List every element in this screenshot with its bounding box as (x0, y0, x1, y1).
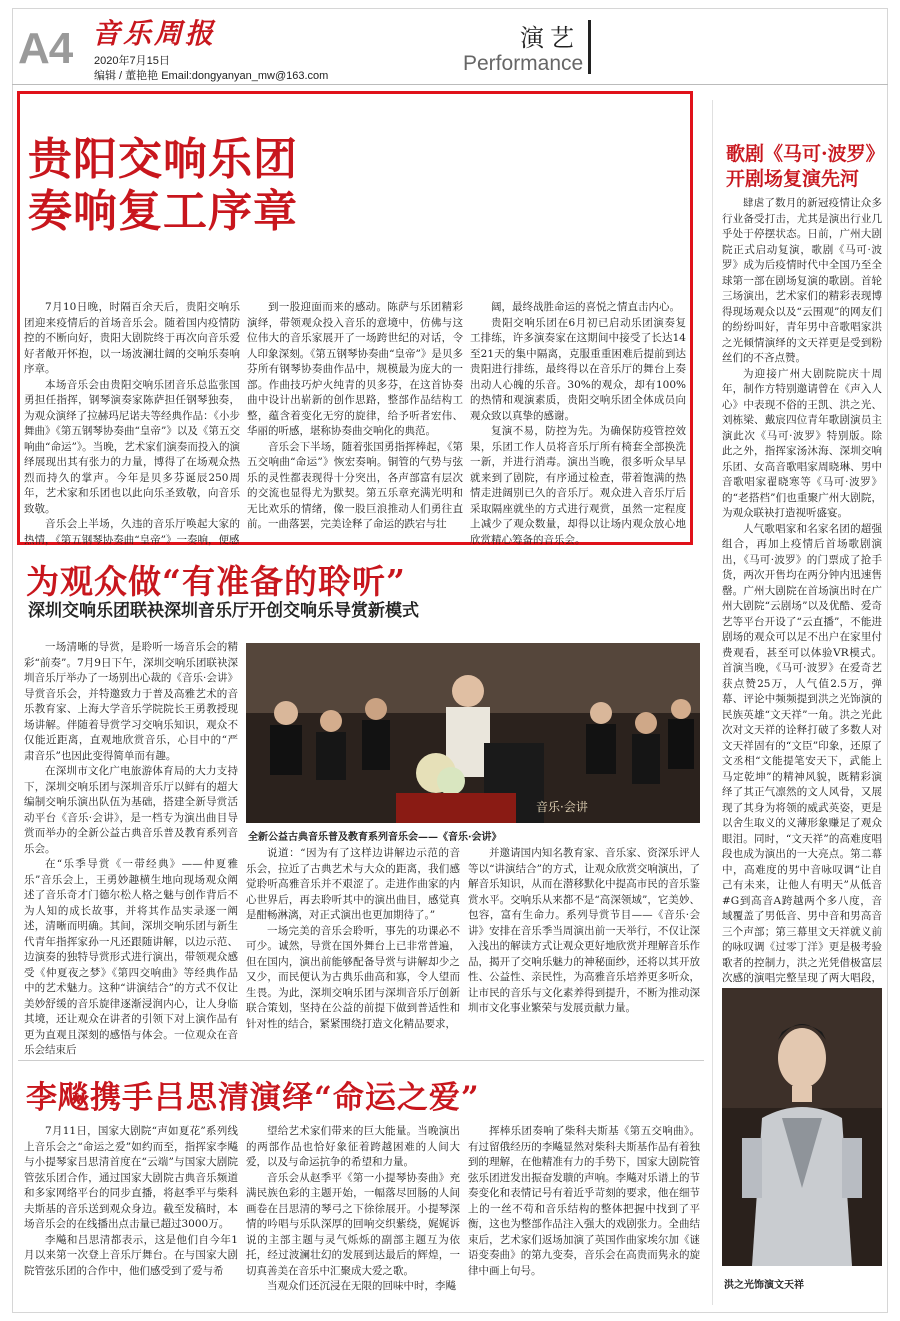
paragraph: 在深圳市文化广电旅游体育局的大力支持下，深圳交响乐团与深圳音乐厅以鲜有的超大编制交响乐演出队伍为基础，搭建全新导赏活动平台《音乐·会讲》，是一档专为演出曲目导赏而举办的全新公益古典音乐普及教育系列音乐会。 (24, 765, 238, 855)
paragraph: 复演不易，防控为先。为确保防疫管控效果，乐团工作人员将音乐厅所有椅套全部换洗一新，并进行消毒。演出当晚，很多听众早早就来到了剧院，有序通过检查，带着饱满的热情走进阔别已久的音乐厅。观众进入音乐厅后采取隔座就坐的方式进行观赏，虽然一定程度上减少了观众数量，却得以让场内观众放心地欣赏精心筹备的音乐会。 (470, 425, 686, 546)
issue-date: 2020年7月15日 (94, 55, 170, 67)
masthead-rule (12, 84, 888, 85)
paragraph: 并邀请国内知名教育家、音乐家、资深乐评人等以“讲演结合”的方式，让观众欣赏交响演出，了解音乐知识，从而在潜移默化中提高市民的音乐鉴赏水平。交响乐从来都不是“高深领域”，它美妙、包容，富有生命力。系列导赏节目——《音乐·会讲》安排在音乐季当周演出前一天举行，不仅让深入浅出的解读方式让观众更好地欣赏并理解音乐作品，揭开了交响乐魅力的神秘面纱，还将以其开放性、公益性、亲民性，为高雅音乐培养更多听众，让市民的音乐与文化素养得到提升，不断为推动深圳市文化事业繁荣与发展贡献力量。 (468, 847, 700, 1014)
paragraph: 挥棒乐团奏响了柴科夫斯基《第五交响曲》。有过留俄经历的李飚显然对柴科夫斯基作品有着独到的理解，在他精准有力的手势下，国家大剧院管弦乐团迸发出振奋发聩的声响。李飚对乐谱上的节奏变化和表情记号有着近乎苛刻的要求，他在细节上的一丝不苟和音乐结构的整体把握中找到了平衡，这也为整部作品注入强大的戏剧张力。全曲结束后，艺术家们返场加演了英国作曲家埃尔加《谜语变奏曲》的第九变奏，音乐会在高贵而隽永的旋律中画上句号。 (468, 1125, 700, 1277)
paragraph: 当观众们还沉浸在无限的回味中时，李飚 (267, 1280, 456, 1292)
article-libiao-col3 (468, 1124, 700, 1304)
article-libiao-col1 (24, 1124, 238, 1304)
article-guiyang-col3 (470, 300, 686, 546)
headline-guiyang-line2: 奏响复工序章 (28, 186, 298, 237)
paragraph: 在“乐季导赏《一带经典》——仲夏雅乐”音乐会上，王勇妙趣横生地向现场观众阐述了音乐奇才门德尔松人格之魅与创作背后不为人知的成长故事，并将其作品实录逐一阐述，清晰而明确。其间，深圳交响乐团与新生代青年指挥家孙一凡还跟随讲解，以边示范、边演奏的独特导赏形式进行演出，带领观众感受《仲夏夜之梦》《第四交响曲》等经典作品中的艺术魅力。这种“讲演结合”的方式不仅让美妙舒缓的音乐旋律逐渐浸润内心，让人身临其境，还让观众在讲者的引领下对上演作品有更为直观且深刻的感悟与体会。一位观众在音乐会结束后 (24, 858, 238, 1056)
paragraph: 为迎接广州大剧院院庆十周年，制作方特别邀请曾在《声入人心》中表现不俗的王凯、洪之光、刘栋梁、戴宸四位青年歌剧演员主演此次《马可·波罗》特别版。除此之外，指挥家汤沐海、深圳交响乐团、女高音歌唱家周晓琳、男中音歌唱家翟晓寒等《马可·波罗》的“老搭档”们也重聚广州大剧院，为观众联袂打造视听盛宴。 (722, 367, 882, 519)
photo-concert (246, 643, 700, 823)
editor-line: 编辑 / 董艳艳 Email:dongyanyan_mw@163.com (94, 70, 329, 82)
paragraph: 本场音乐会由贵阳交响乐团音乐总监张国勇担任指挥，钢琴演奏家陈萨担任钢琴独奏，为观众演绎了拉赫玛尼诺夫等经典作品：《小步舞曲》《第五钢琴协奏曲“皇帝”》以及《第五交响曲“命运”》。当晚，艺术家们演奏而投入的演绎展现出其有张力的力量，博得了在场观众热烈而持久的掌声。今年是贝多芬诞辰250周年，艺术家和乐团也以此向乐圣致敬，向音乐致敬。 (24, 378, 240, 515)
photo-caption-opera: 洪之光饰演文天祥 (724, 1280, 804, 1291)
headline-libiao: 李飚携手吕思清演绎“命运之爱” (26, 1080, 480, 1116)
concert-photo-art (246, 643, 700, 823)
headline-guiyang-line1: 贵阳交响乐团 (28, 134, 298, 185)
photo-caption-concert: 全新公益古典音乐普及教育系列音乐会——《音乐·会讲》 (248, 832, 502, 843)
paragraph: 说道：“因为有了这样边讲解边示范的音乐会，拉近了古典艺术与大众的距离，我们感觉聆听高雅音乐并不艰涩了。走进作曲家的内心世界后，再去聆听其中的演出曲目，感觉真是酣畅淋漓，对正式演出也更加期待了。” (246, 847, 460, 921)
headline-marco-polo-line2: 开剧场复演先河 (726, 168, 860, 190)
article-guiyang-col2 (247, 300, 463, 536)
paragraph: 一场清晰的导赏，是聆听一场音乐会的精彩“前奏”。7月9日下午，深圳交响乐团联袂深圳音乐厅举办了一场别出心裁的《音乐·会讲》导赏音乐会，并特邀致力于普及高雅艺术的音乐教育家、上海大学音乐学院院长王勇教授现场讲解。伴随着导赏学习交响乐知识，观众不仅能近距离，直观地欣赏音乐，心目中的“严肃音乐”也因此变得简单而有趣。 (24, 641, 238, 762)
article-shenzhen-col2 (246, 846, 460, 1052)
article-guiyang-col1 (24, 300, 240, 546)
paragraph: 音乐会上半场，久违的音乐厅唤起大家的热情，《第五钢琴协奏曲“皇帝”》一奏响，便感 (24, 518, 240, 546)
page-number: A4 (18, 24, 73, 73)
headline-shenzhen: 为观众做“有准备的聆听” (26, 562, 406, 601)
story-divider (18, 1060, 704, 1061)
photo-watermark: 音乐·会讲 (536, 800, 588, 814)
article-libiao-col2 (246, 1124, 460, 1304)
paragraph: 到一股迎面而来的感动。陈萨与乐团精彩演绎，带领观众投入音乐的意境中，仿佛与这位伟大的音乐家展开了一场跨世纪的对话，令人印象深刻。《第五钢琴协奏曲“皇帝”》是贝多芬所有钢琴协奏曲作品中，规模最为庞大的一部。作曲技巧炉火纯青的贝多芬，在这首协奏曲中设计出崭新的创作思路，整部作品结构工整，蕴含着变化无穷的旋律，给予听者宏伟、华丽的听感，堪称协奏曲交响化的典范。 (247, 301, 463, 437)
section-title-en: Performance (463, 52, 584, 75)
column-rule (712, 100, 713, 1305)
headline-guiyang (28, 134, 508, 238)
newspaper-logo: 音乐周报 (92, 17, 217, 50)
paragraph: 7月11日，国家大剧院“声如夏花”系列线上音乐会之“命运之爱”如约而至，指挥家李飚与小提琴家吕思清首度在“云端”与国家大剧院管弦乐团合作，通过国家大剧院古典音乐频道和多家网络平台的同步直播，将赵季平与柴科夫斯基的音乐送到观众身边。截至发稿时，本场音乐会的在线播出点击量已超过3000万。 (24, 1125, 238, 1230)
section-title: 演艺 (520, 24, 580, 52)
paragraph: 音乐会从赵季平《第一小提琴协奏曲》充满民族色彩的主题开始，一幅落尽回肠的人间画卷在吕思清的琴弓之下徐徐展开。小提琴深情的吟唱与乐队深厚的回响交织紫绕，娓娓诉说的主部主题与灵气烁烁的副部主题互为依托，经过波澜壮幻的发展到达最后的辉煌，一切真善美在音乐中汇聚成大爱之歌。 (246, 1171, 460, 1277)
headline-marco-polo-line1: 歌剧《马可·波罗》 (726, 143, 885, 165)
paragraph: 望给艺术家们带来的巨大能量。当晚演出的两部作品也恰好象征着跨越困难的人间大爱，以及与命运抗争的希望和力量。 (246, 1125, 460, 1168)
opera-photo-art (722, 988, 882, 1266)
headline-marco-polo (726, 142, 886, 192)
paragraph: 阔，最终战胜命运的喜悦之情直击内心。 (491, 301, 680, 313)
photo-opera-singer (722, 988, 882, 1266)
paragraph: 一场完美的音乐会聆听，事先的功课必不可少。诚然，导赏在国外舞台上已非常普遍，但在国内，演出前能够配备导赏与讲解却少之又少，而民便认为古典乐曲高和寡，令人望而生畏。为此，深圳交响乐团与深圳音乐厅创新联合策划，坚持在公益的前提下做到普适性和针对性的结合，紧紧围绕打造文化精品要求， (246, 924, 460, 1030)
paragraph: 音乐会下半场，随着张国勇指挥棒起，《第五交响曲“命运”》恢宏奏响。铜管的气势与弦乐的灵性都表现得十分突出，各声部富有层次的交流也显得尤为默契。第五乐章充满光明和无比欢乐的情绪，像一股巨浪推动人们勇往直前。一曲落罢，完美诠释了命运的跌宕与壮 (247, 440, 463, 530)
article-marco-polo (722, 196, 882, 984)
paragraph: 人气歌唱家和名家名团的超强组合，再加上疫情后首场歌剧演出，《马可·波罗》的门票成了抢手货，两次开售均在两分钟内迅速售罄。广州大剧院在首场演出时在广州大剧院“云剧场”以及优酷、爱奇艺等平台开设了“云直播”，不能进剧场的观众可以足不出户在家里付费观看，甚至可以体验VR模式。首演当晚，《马可·波罗》在爱奇艺获点赞25万，人气值2.5万，弹幕、评论中频频提到洪之光饰演的民族英雄“文天祥”一角。洪之光此次对文天祥的诠释打破了多数人对文天祥固有的“文臣”印象，还原了文丞相“文能提笔安天下，武能上马定乾坤”的精神风貌，既精彩演绎了其正气凛然的文人风骨，又展现了其身为将领的威武英姿，更是以舍生取义的义薄形象赚足了观众眼泪。同时，“文天祥”的高难度唱段也成为演出的一大亮点。第二幕中，高难度的男中音咏叹调“让自己有未来，让他人有明天”从低音#G到高音A跨越两个多八度，音域覆盖了男低音、男中音和男高音三个声部；第三幕里文天祥就义前的咏叹调《过零丁洋》更是极考验歌者的控制力，洪之光凭借极富层次感的演唱完整呈现了两大唱段， (722, 522, 882, 984)
article-shenzhen-col1 (24, 640, 238, 1056)
paragraph: 肆虐了数月的新冠疫情让众多行业备受打击，尤其是演出行业几乎处于停摆状态。日前，广州大剧院正式启动复演，歌剧《马可·波罗》成为后疫情时代中全国乃至全球第一部在剧场复演的歌剧。首轮三场演出，艺术家们的精彩表现博得现场观众以及“云围观”的网友们的纷纷叫好，青年男中音歌唱家洪之光倾情演绎的文天祥更是受到粉丝们的不吝点赞。 (722, 197, 882, 364)
subheadline-shenzhen: 深圳交响乐团联袂深圳音乐厅开创交响乐导赏新模式 (28, 601, 419, 620)
paragraph: 李飚和吕思清都表示，这是他们自今年1月以来第一次登上音乐厅舞台。在与国家大剧院管弦乐团的合作中，他们感受到了爱与希 (24, 1233, 238, 1277)
masthead-divider (588, 20, 591, 74)
paragraph: 贵阳交响乐团在6月初已启动乐团演奏复工排练，许多演奏家在这期间中接受了长达14至21天的集中隔离，克服重重困难后提前到达贵阳进行排练，最终得以在音乐厅的舞台上奏出动人心魄的乐音。30%的观众，却有100%的热情和观演素质，贵阳交响乐团全体成员向观众致以真挚的感谢。 (470, 316, 686, 422)
paragraph: 7月10日晚，时隔百余天后，贵阳交响乐团迎来疫情后的首场音乐会。随着国内疫情防控的不断向好，贵阳大剧院终于再次向音乐爱好者敞开怀抱，以一场波澜壮阔的交响乐奏响序章。 (24, 301, 240, 375)
article-shenzhen-col3 (468, 846, 700, 1052)
